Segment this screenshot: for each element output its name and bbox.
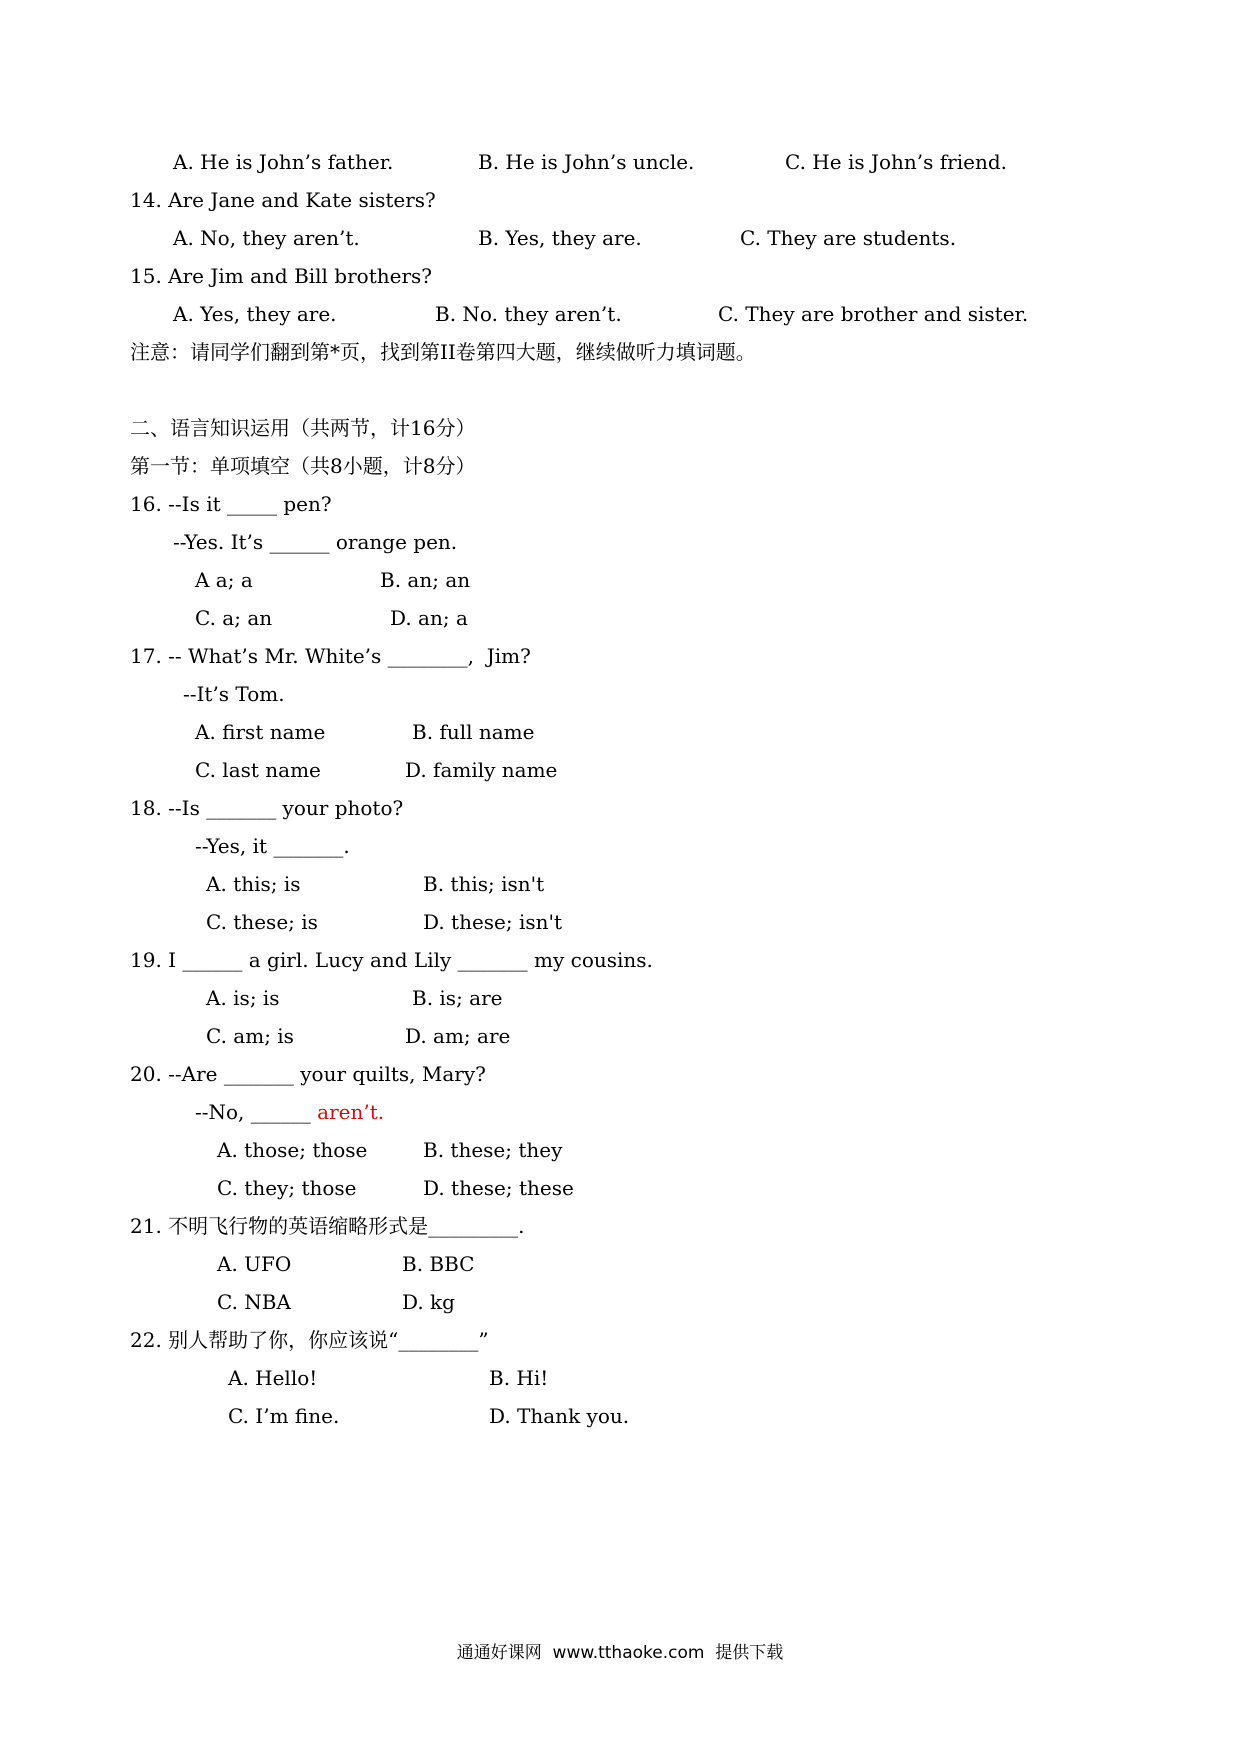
q14-option-a: A. No, they aren’t. [173, 226, 360, 250]
q13-option-b: B. He is John’s uncle. [478, 150, 695, 174]
q16-option-b: B. an; an [380, 568, 471, 592]
q14-option-b: B. Yes, they are. [478, 226, 642, 250]
q13-option-a: A. He is John’s father. [173, 150, 394, 174]
q17-option-a: A. first name [195, 720, 326, 744]
q15-option-b: B. No. they aren’t. [435, 302, 622, 326]
q17-option-b: B. full name [412, 720, 535, 744]
q18-option-b: B. this; isn't [423, 872, 545, 896]
q16-option-a: A a; a [195, 568, 253, 592]
q18-option-c: C. these; is [206, 910, 318, 934]
q15-option-c: C. They are brother and sister. [718, 302, 1029, 326]
q20-question: 20. --Are _______ your quilts, Mary? [130, 1062, 486, 1086]
q19-option-d: D. am; are [405, 1024, 511, 1048]
q19-option-c: C. am; is [206, 1024, 294, 1048]
q17-option-c: C. last name [195, 758, 321, 782]
q13-option-c: C. He is John’s friend. [785, 150, 1007, 174]
section-subtitle: 第一节：单项填空（共8小题，计8分） [130, 454, 476, 478]
page-footer: 通通好课网 www.tthaoke.com 提供下载 [456, 1643, 784, 1663]
q16-option-c: C. a; an [195, 606, 273, 630]
q22-option-a: A. Hello! [228, 1366, 318, 1390]
q16-answer-line: --Yes. It’s ______ orange pen. [173, 530, 458, 554]
section-title: 二、语言知识运用（共两节，计16分） [130, 416, 476, 440]
q19-question: 19. I ______ a girl. Lucy and Lily _______ my cousins. [130, 948, 653, 972]
q18-option-d: D. these; isn't [423, 910, 563, 934]
q21-option-d: D. kg [402, 1290, 455, 1314]
q20-option-a: A. those; those [217, 1138, 368, 1162]
q20-option-d: D. these; these [423, 1176, 574, 1200]
q14-option-c: C. They are students. [740, 226, 957, 250]
q15-option-a: A. Yes, they are. [173, 302, 337, 326]
q21-question: 21. 不明飞行物的英语缩略形式是_________. [130, 1214, 525, 1238]
q20-answer-line [195, 1100, 384, 1124]
q16-question: 16. --Is it _____ pen? [130, 492, 332, 516]
q22-question: 22. 别人帮助了你，你应该说“________” [130, 1328, 489, 1352]
q16-option-d: D. an; a [390, 606, 468, 630]
q20-red-answer: aren’t. [317, 1100, 385, 1124]
q19-option-b: B. is; are [412, 986, 503, 1010]
q21-option-a: A. UFO [217, 1252, 292, 1276]
q20-answer-prefix: --No, ______ [195, 1100, 318, 1124]
q21-option-c: C. NBA [217, 1290, 291, 1314]
notice-text: 注意：请同学们翻到第*页，找到第II卷第四大题，继续做听力填词题。 [130, 340, 756, 364]
q17-question: 17. -- What’s Mr. White’s ________, Jim? [130, 644, 531, 668]
q22-option-d: D. Thank you. [489, 1404, 630, 1428]
q22-option-c: C. I’m fine. [228, 1404, 340, 1428]
q17-option-d: D. family name [405, 758, 558, 782]
q20-option-c: C. they; those [217, 1176, 357, 1200]
q18-question: 18. --Is _______ your photo? [130, 796, 404, 820]
q15-stem: 15. Are Jim and Bill brothers? [130, 264, 433, 288]
q22-option-b: B. Hi! [489, 1366, 549, 1390]
q19-option-a: A. is; is [206, 986, 280, 1010]
q21-option-b: B. BBC [402, 1252, 475, 1276]
q18-option-a: A. this; is [206, 872, 301, 896]
q17-answer-line: --It’s Tom. [183, 682, 285, 706]
q20-option-b: B. these; they [423, 1138, 563, 1162]
q18-answer-line: --Yes, it _______. [195, 834, 350, 858]
q14-stem: 14. Are Jane and Kate sisters? [130, 188, 436, 212]
